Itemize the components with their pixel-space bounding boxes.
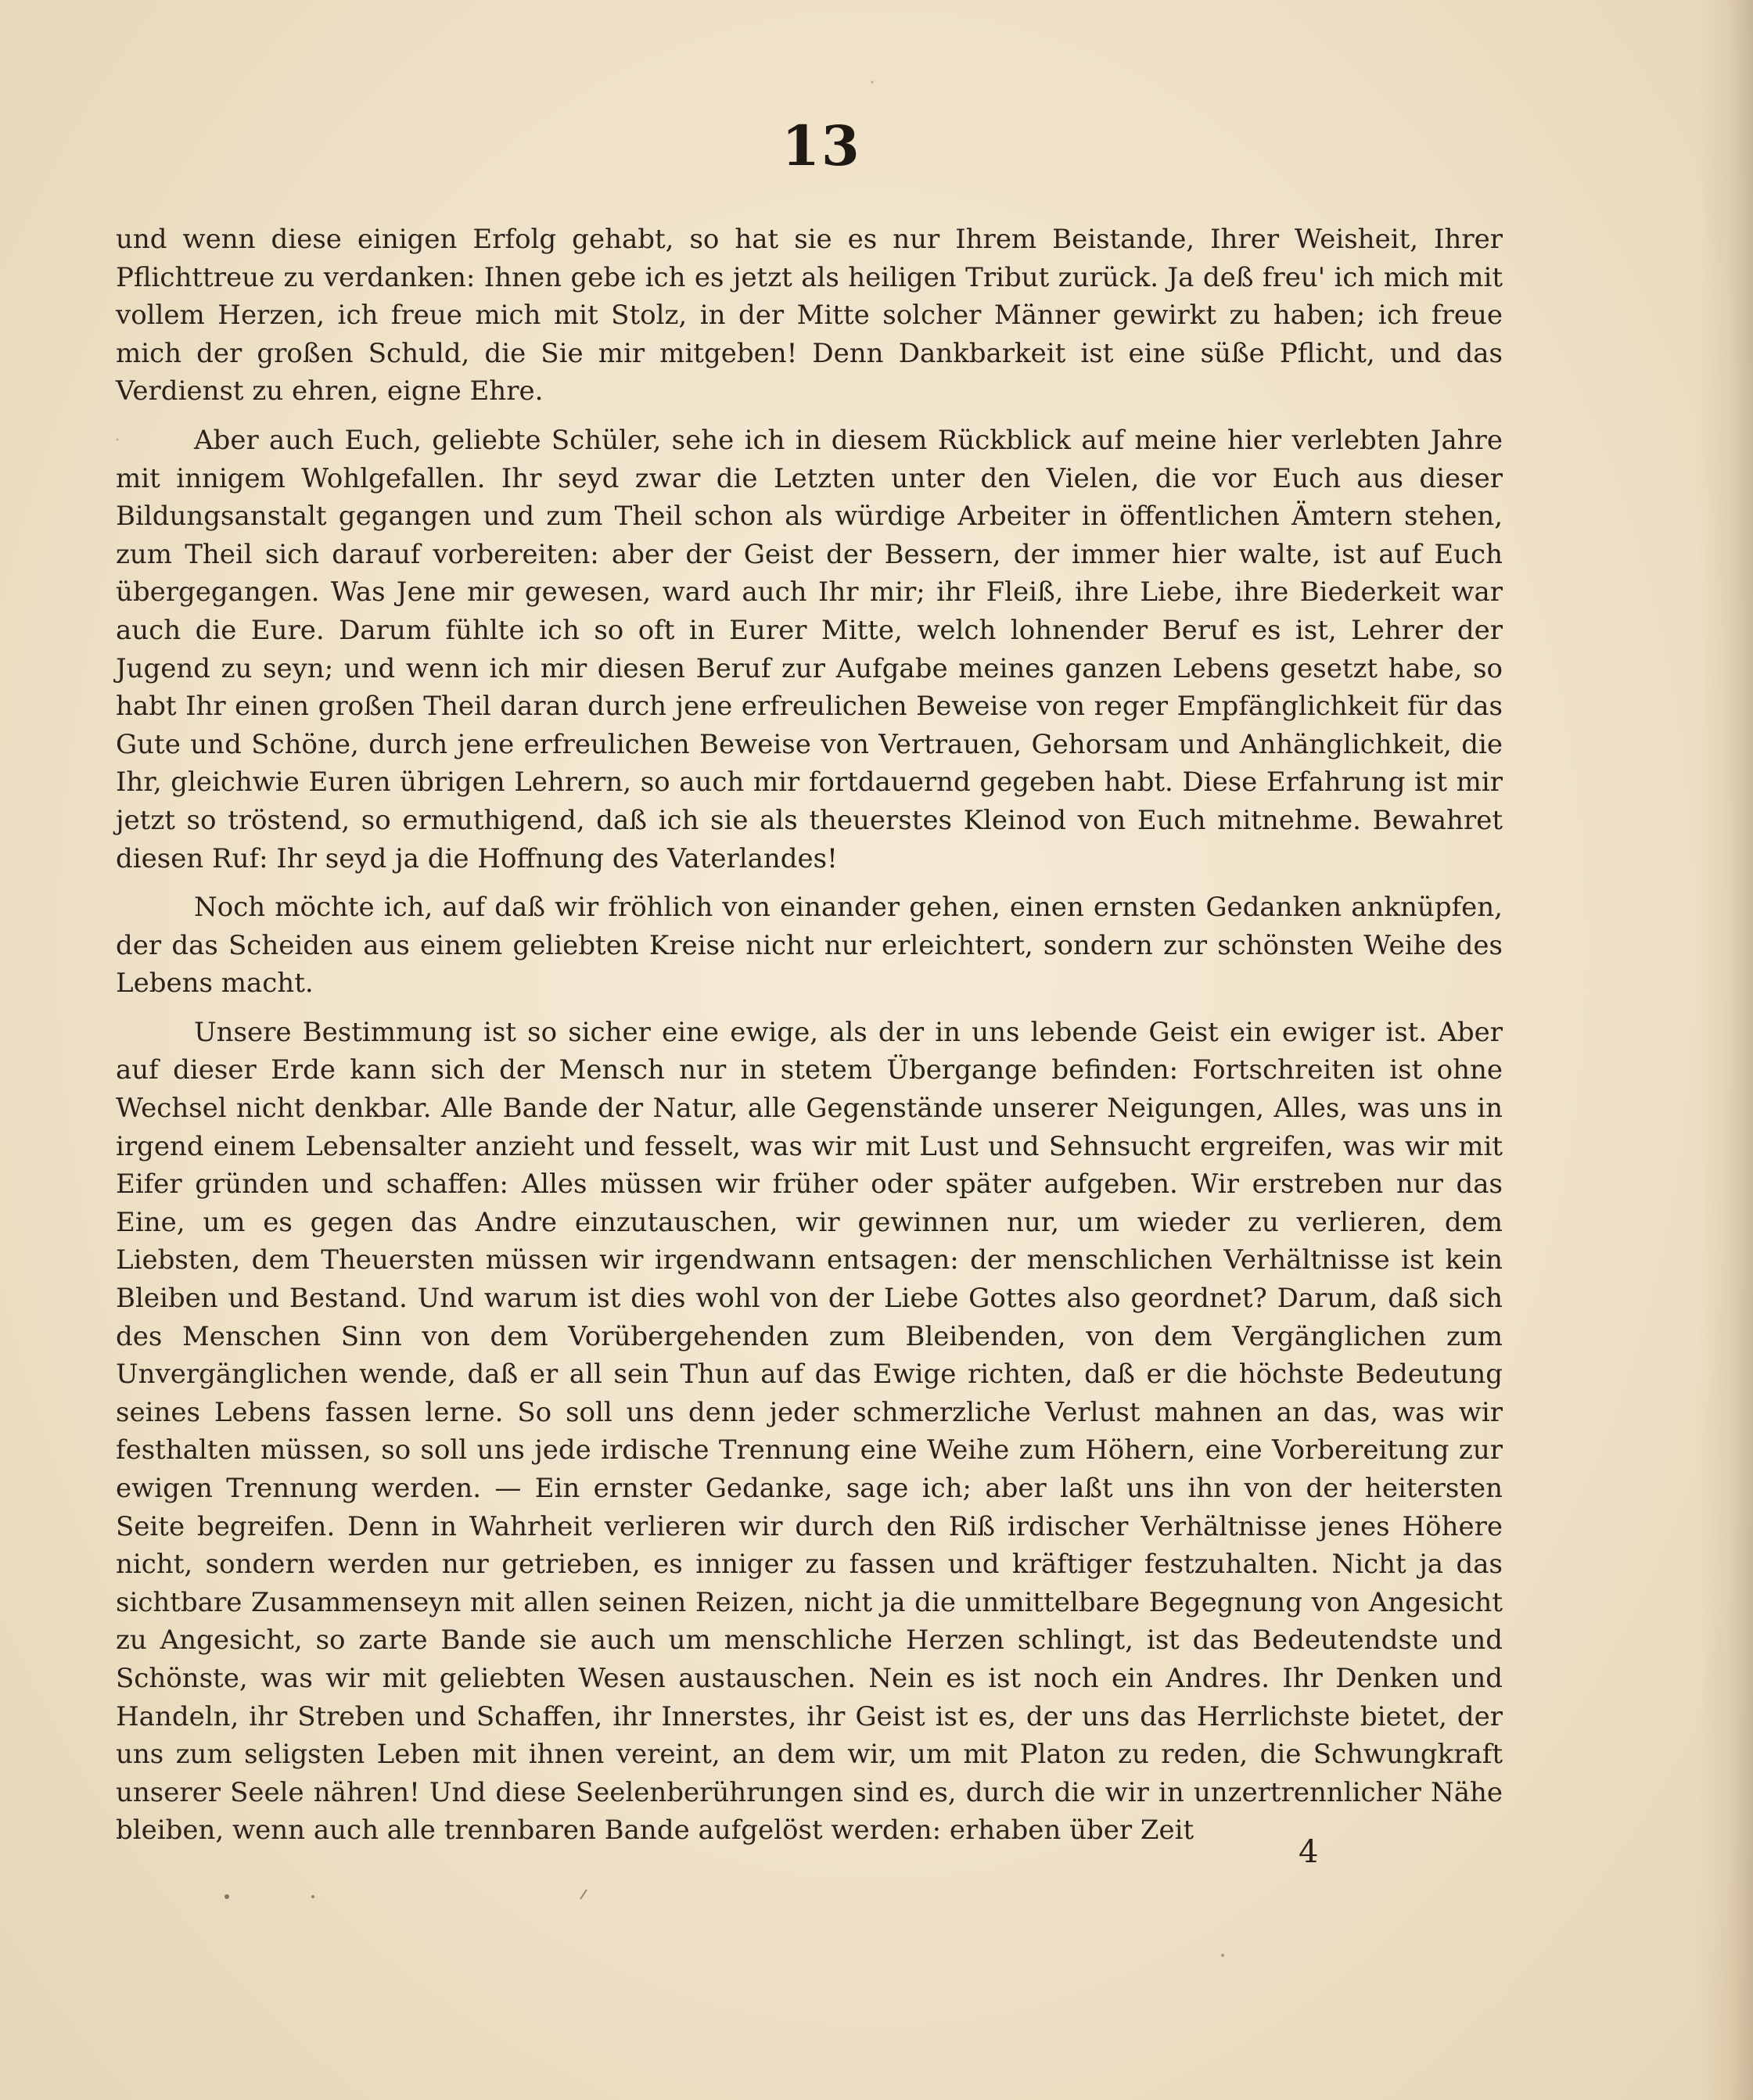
speck	[311, 1895, 314, 1898]
paragraph-3: Noch möchte ich, auf daß wir fröhlich von einander gehen, einen ernsten Gedanken anknüpfen, der das Scheiden aus einem geliebten Kreise nicht nur erleichtert, sondern zur schönsten Weihe des Lebens macht.	[116, 892, 1503, 1000]
paragraph-2: Aber auch Euch, geliebte Schüler, sehe ich in diesem Rückblick auf meine hier verlebten Jahre mit innigem Wohlgefallen. Ihr seyd zwar die Letzten unter den Vielen, die vor Euch aus dieser Bildungsanstalt gegangen und zum Theil schon als würdige Arbeiter in öffentlichen Ämtern stehen, zum Theil sich darauf vorbereiten: aber der Geist der Bessern, der immer hier walte, ist auf Euch übergegangen. Was Jene mir gewesen, ward auch Ihr mir; ihr Fleiß, ihre Liebe, ihre Biederkeit war auch die Eure. Darum fühlte ich so oft in Eurer Mitte, welch lohnender Beruf es ist, Lehrer der Jugend zu seyn; und wenn ich mir diesen Beruf zur Aufgabe meines ganzen Lebens gesetzt habe, so habt Ihr einen großen Theil daran durch jene erfreulichen Beweise von reger Empfänglichkeit für das Gute und Schöne, durch jene erfreulichen Beweise von Vertrauen, Gehorsam und Anhänglichkeit, die Ihr, gleichwie Euren übrigen Lehrern, so auch mir fortdauernd gegeben habt. Diese Erfahrung ist mir jetzt so tröstend, so ermuthigend, daß ich sie als theuerstes Kleinod von Euch mitnehme. Bewahret diesen Ruf: Ihr seyd ja die Hoffnung des Vaterlandes!	[116, 424, 1503, 874]
paragraph-4: Unsere Bestimmung ist so sicher eine ewige, als der in uns lebende Geist ein ewiger ist. Aber auf dieser Erde kann sich der Mensch nur in stetem Übergange befinden: Fortschreiten ist ohne Wechsel nicht denkbar. Alle Bande der Natur, alle Gegenstände unserer Neigungen, Alles, was uns in irgend einem Lebensalter anzieht und fesselt, was wir mit Lust und Sehnsucht ergreifen, was wir mit Eifer gründen und schaffen: Alles müssen wir früher oder später aufgeben. Wir erstreben nur das Eine, um es gegen das Andre einzutauschen, wir gewinnen nur, um wieder zu verlieren, dem Liebsten, dem Theuersten müssen wir irgendwann entsagen: der menschlichen Verhältnisse ist kein Bleiben und Bestand. Und warum ist dies wohl von der Liebe Gottes also geordnet? Darum, daß sich des Menschen Sinn von dem Vorübergehenden zum Bleibenden, von dem Vergänglichen zum Unvergänglichen wende, daß er all sein Thun auf das Ewige richten, daß er die höchste Bedeutung seines Lebens fassen lerne. So soll uns denn jeder schmerzliche Verlust mahnen an das, was wir festhalten müssen, so soll uns jede irdische Trennung eine Weihe zum Höhern, eine Vorbereitung zur ewigen Trennung werden. — Ein ernster Gedanke, sage ich; aber laßt uns ihn von der heitersten Seite begreifen. Denn in Wahrheit verlieren wir durch den Riß irdischer Verhältnisse jenes Höhere nicht, sondern werden nur getrieben, es inniger zu fassen und kräftiger festzuhalten. Nicht ja das sichtbare Zusammenseyn mit allen seinen Reizen, nicht ja die unmittelbare Begegnung von Angesicht zu Angesicht, so zarte Bande sie auch um menschliche Herzen schlingt, ist das Bedeutendste und Schönste, was wir mit geliebten Wesen austauschen. Nein es ist noch ein Andres. Ihr Denken und Handeln, ihr Streben und Schaffen, ihr Innerstes, ihr Geist ist es, der uns das Herrlichste bietet, der uns zum seligsten Leben mit ihnen vereint, an dem wir, um mit Platon zu reden, die Schwungkraft unserer Seele nähren! Und diese Seelenberührungen sind es, durch die wir in unzertrennlicher Nähe bleiben, wenn auch alle trennbaren Bande aufgelöst werden: erhaben über Zeit	[116, 1016, 1503, 1847]
signature-mark: 4	[1299, 1834, 1319, 1870]
paragraph-1: und wenn diese einigen Erfolg gehabt, so hat sie es nur Ihrem Beistande, Ihrer Weisheit, Ihrer Pflichttreue zu verdanken: Ihnen gebe ich es jetzt als heiligen Tribut zurück. Ja deß freu' ich mich mit vollem Herzen, ich freue mich mit Stolz, in der Mitte solcher Männer gewirkt zu haben; ich freue mich der großen Schuld, die Sie mir mitgeben! Denn Dankbarkeit ist eine süße Pflicht, und das Verdienst zu ehren, eigne Ehre.	[116, 224, 1503, 407]
page-number: 13	[781, 113, 861, 178]
speck	[225, 1894, 229, 1899]
speck	[580, 1890, 587, 1899]
speck	[117, 439, 119, 441]
speck	[871, 81, 874, 84]
speck	[1221, 1954, 1224, 1957]
